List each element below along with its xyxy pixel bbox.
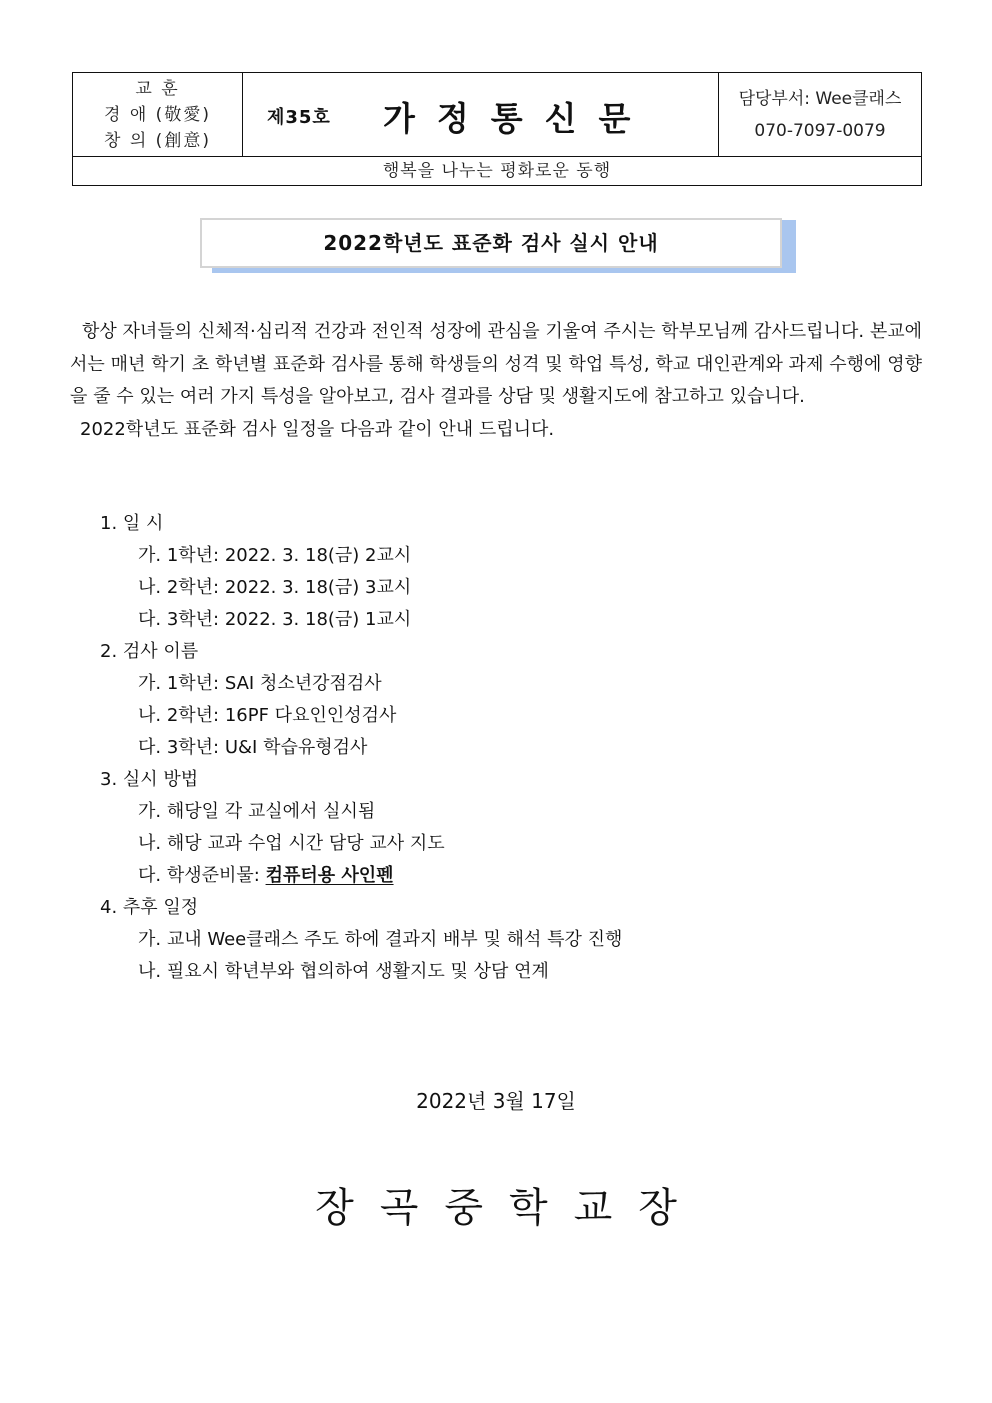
department-cell xyxy=(719,73,921,156)
newsletter-title: 가정통신문 xyxy=(383,99,653,138)
motto-line-1: 경 애 (敬愛) xyxy=(104,104,211,125)
title-cell xyxy=(243,73,719,156)
section-3-heading: 3. 실시 방법 xyxy=(100,769,199,790)
section-1-item-c: 다. 3학년: 2022. 3. 18(금) 1교시 xyxy=(138,609,412,630)
section-3-item-c xyxy=(138,860,394,892)
issue-number: 제35호 xyxy=(267,107,331,128)
phone-number: 070-7097-0079 xyxy=(754,120,886,141)
slogan: 행복을 나누는 평화로운 동행 xyxy=(382,161,612,181)
intro-paragraph-2: 2022학년도 표준화 검사 일정을 다음과 같이 안내 드립니다. xyxy=(80,418,555,440)
header-top-row xyxy=(73,73,921,157)
section-4-item-b: 나. 필요시 학년부와 협의하여 생활지도 및 상담 연계 xyxy=(138,961,549,982)
section-3-item-b: 나. 해당 교과 수업 시간 담당 교사 지도 xyxy=(138,833,445,854)
section-2-item-a: 가. 1학년: SAI 청소년강점검사 xyxy=(138,673,382,694)
notice-title: 2022학년도 표준화 검사 실시 안내 xyxy=(200,218,782,268)
section-2-heading: 2. 검사 이름 xyxy=(100,641,199,662)
section-1-item-b: 나. 2학년: 2022. 3. 18(금) 3교시 xyxy=(138,577,412,598)
section-4-item-a: 가. 교내 Wee클래스 주도 하에 결과지 배부 및 해석 특강 진행 xyxy=(138,929,623,950)
intro-paragraph-1: 항상 자녀들의 신체적·심리적 건강과 전인적 성장에 관심을 기울여 주시는 학부모님께 감사드립니다. 본교에서는 매년 학기 초 학년별 표준화 검사를 통해 학생들의 성격 및 학업 특성, 학교 대인관계와 과제 수행에 영향을 줄 수 있는 여러 가지 특성을 알아보고, 검사 결과를 상담 및 생활지도에 참고하고 있습니다. xyxy=(70,321,922,407)
section-1-heading: 1. 일 시 xyxy=(100,513,164,534)
section-3-item-a: 가. 해당일 각 교실에서 실시됨 xyxy=(138,801,376,822)
motto-label: 교 훈 xyxy=(135,78,180,99)
school-motto-cell xyxy=(73,73,243,156)
intro-text xyxy=(70,316,922,446)
section-2-item-b: 나. 2학년: 16PF 다요인인성검사 xyxy=(138,705,397,726)
supplies-label: 다. 학생준비물: xyxy=(138,865,266,886)
section-2-item-c: 다. 3학년: U&I 학습유형검사 xyxy=(138,737,368,758)
motto-line-2: 창 의 (創意) xyxy=(104,130,211,151)
principal-signature: 장곡중학교장 xyxy=(315,1185,703,1231)
section-1-item-a: 가. 1학년: 2022. 3. 18(금) 2교시 xyxy=(138,545,412,566)
header-table xyxy=(72,72,922,186)
department: 담당부서: Wee클래스 xyxy=(738,88,902,109)
issue-date: 2022년 3월 17일 xyxy=(416,1089,576,1113)
supplies-item: 컴퓨터용 사인펜 xyxy=(265,865,394,886)
section-4-heading: 4. 추후 일정 xyxy=(100,897,199,918)
